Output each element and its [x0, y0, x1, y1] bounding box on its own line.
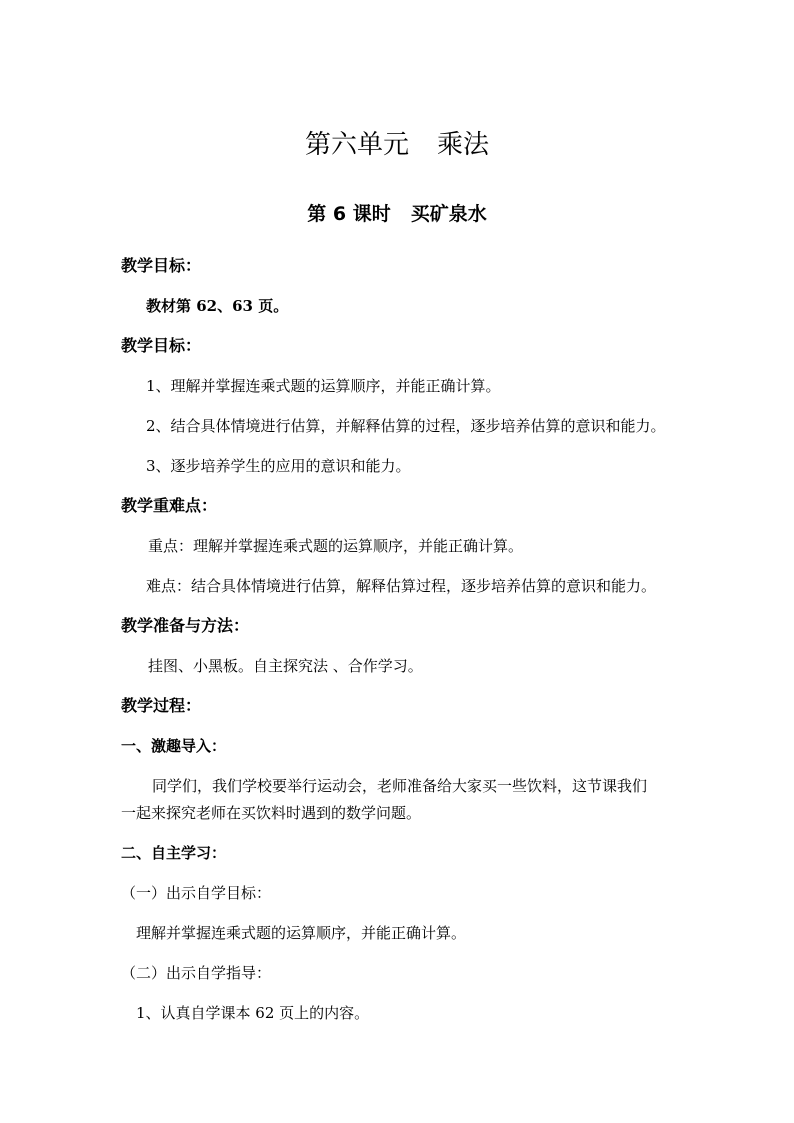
preparation-text: 挂图、小黑板。自主探究法 、合作学习。	[148, 657, 423, 675]
textbook-pages: 教材第 62、63 页。	[146, 297, 289, 315]
guide-item-1: 1、认真自学课本 62 页上的内容。	[136, 1004, 370, 1022]
page-title	[0, 128, 794, 162]
objective-item-1: 1、理解并掌握连乘式题的运算顺序，并能正确计算。	[146, 377, 501, 395]
self-study-heading: 二、自主学习：	[121, 844, 227, 862]
lesson-subtitle	[0, 201, 794, 227]
objective-item-2: 2、结合具体情境进行估算，并解释估算的过程，逐步培养估算的意识和能力。	[146, 417, 666, 435]
objective-item-3: 3、逐步培养学生的应用的意识和能力。	[146, 457, 411, 475]
goal-text: 理解并掌握连乘式题的运算顺序，并能正确计算。	[136, 924, 467, 942]
key-point: 重点：理解并掌握连乘式题的运算顺序，并能正确计算。	[148, 537, 524, 555]
process-heading: 教学过程：	[121, 696, 202, 715]
objective-heading-1: 教学目标：	[121, 256, 202, 275]
preparation-heading: 教学准备与方法：	[121, 616, 250, 635]
intro-paragraph-line-1: 同学们，我们学校要举行运动会，老师准备给大家买一些饮料，这节课我们	[152, 777, 648, 795]
subtitle-lesson-number: 第 6 课时	[307, 203, 391, 225]
title-unit: 第六单元	[304, 130, 409, 160]
difficult-point: 难点：结合具体情境进行估算，解释估算过程，逐步培养估算的意识和能力。	[146, 577, 657, 595]
key-points-heading: 教学重难点：	[121, 496, 218, 515]
intro-heading: 一、激趣导入：	[121, 737, 227, 755]
objective-heading-2: 教学目标：	[121, 336, 202, 355]
subtitle-lesson-name: 买矿泉水	[410, 203, 487, 225]
intro-paragraph-line-2: 一起来探究老师在买饮料时遇到的数学问题。	[121, 804, 422, 822]
guide-subheading: （二）出示自学指导：	[121, 964, 272, 982]
goal-subheading: （一）出示自学目标：	[121, 884, 272, 902]
title-topic: 乘法	[437, 130, 490, 160]
